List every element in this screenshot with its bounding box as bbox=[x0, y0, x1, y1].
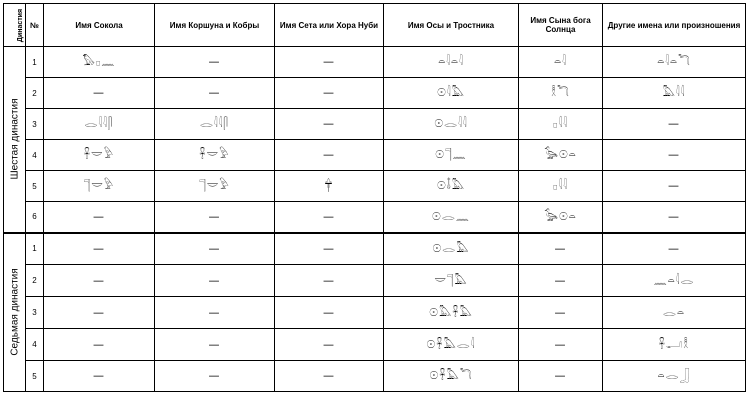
wasp-reed-name-cell bbox=[384, 78, 519, 109]
wasp-reed-name-cell bbox=[384, 265, 519, 297]
seth-horus-name-cell bbox=[275, 297, 384, 329]
kite-cobra-name-cell bbox=[155, 329, 275, 361]
hieroglyph-name: 𓎛𓆓 bbox=[551, 86, 570, 99]
hieroglyph-name: 𓎟𓊹𓅓 bbox=[434, 273, 468, 287]
empty-dash: — bbox=[323, 305, 335, 319]
seth-horus-name-cell bbox=[275, 329, 384, 361]
kite-cobra-name-cell bbox=[155, 47, 275, 78]
son-of-ra-name-cell bbox=[519, 78, 603, 109]
hieroglyph-name: 𓂋𓇋𓇋𓋴 bbox=[84, 117, 114, 130]
empty-dash: — bbox=[323, 241, 335, 255]
empty-dash: — bbox=[323, 117, 335, 130]
hieroglyph-name: 𓏏𓇋𓏏𓇋 bbox=[438, 55, 464, 68]
dynasty-names-table bbox=[3, 3, 746, 392]
son-of-ra-name-cell bbox=[519, 202, 603, 233]
wasp-reed-name-cell bbox=[384, 329, 519, 361]
kite-cobra-name-cell bbox=[155, 171, 275, 202]
header-falcon-name: Имя Сокола bbox=[44, 4, 155, 47]
table-row bbox=[4, 47, 746, 78]
table-row bbox=[4, 361, 746, 392]
empty-dash: — bbox=[554, 241, 567, 255]
empty-dash: — bbox=[208, 273, 221, 287]
falcon-name-cell bbox=[44, 47, 155, 78]
son-of-ra-name-cell bbox=[519, 297, 603, 329]
empty-dash: — bbox=[323, 337, 335, 351]
empty-dash: — bbox=[323, 273, 335, 287]
empty-dash: — bbox=[554, 369, 567, 382]
hieroglyph-name: 𓊪𓇋𓇋 bbox=[553, 179, 568, 192]
wasp-reed-name-cell bbox=[384, 233, 519, 265]
row-number: 1 bbox=[26, 47, 44, 78]
hieroglyph-name: 𓇳𓂋𓈖 bbox=[432, 209, 470, 223]
table-row bbox=[4, 329, 746, 361]
empty-dash: — bbox=[668, 179, 680, 192]
other-names-cell bbox=[603, 297, 746, 329]
kite-cobra-name-cell bbox=[155, 202, 275, 233]
son-of-ra-name-cell bbox=[519, 140, 603, 171]
falcon-name-cell bbox=[44, 265, 155, 297]
other-names-cell bbox=[603, 233, 746, 265]
wasp-reed-name-cell bbox=[384, 171, 519, 202]
hieroglyph-name: 𓏏𓂋𓃀 bbox=[657, 369, 691, 382]
son-of-ra-name-cell bbox=[519, 329, 603, 361]
header-kite-cobra-name: Имя Коршуна и Кобры bbox=[155, 4, 275, 47]
row-number: 3 bbox=[26, 297, 44, 329]
falcon-name-cell bbox=[44, 78, 155, 109]
kite-cobra-name-cell bbox=[155, 78, 275, 109]
empty-dash: — bbox=[323, 369, 335, 382]
hieroglyph-name: 𓇳𓋹𓅓𓆓 bbox=[429, 369, 473, 382]
kite-cobra-name-cell bbox=[155, 297, 275, 329]
son-of-ra-name-cell bbox=[519, 265, 603, 297]
empty-dash: — bbox=[93, 86, 105, 99]
empty-dash: — bbox=[93, 337, 105, 351]
seth-horus-name-cell bbox=[275, 47, 384, 78]
empty-dash: — bbox=[93, 305, 105, 319]
seth-horus-name-cell bbox=[275, 202, 384, 233]
hieroglyph-name: 𓋹𓂝𓎛 bbox=[658, 337, 690, 351]
seth-horus-name-cell bbox=[275, 78, 384, 109]
other-names-cell bbox=[603, 171, 746, 202]
seth-horus-name-cell bbox=[275, 109, 384, 140]
table-row bbox=[4, 78, 746, 109]
falcon-name-cell bbox=[44, 233, 155, 265]
dynasty-label: Шестая династия bbox=[9, 98, 20, 180]
other-names-cell bbox=[603, 140, 746, 171]
row-number: 5 bbox=[26, 361, 44, 392]
kite-cobra-name-cell bbox=[155, 140, 275, 171]
hieroglyph-name: 𓇳𓋹𓅓𓂋𓇋 bbox=[426, 337, 476, 351]
son-of-ra-name-cell bbox=[519, 233, 603, 265]
empty-dash: — bbox=[208, 209, 221, 223]
hieroglyph-name: 𓋁 bbox=[324, 179, 334, 192]
empty-dash: — bbox=[323, 55, 335, 68]
header-row bbox=[4, 4, 746, 47]
hieroglyph-name: 𓇳𓂋𓇋𓇋 bbox=[434, 117, 468, 130]
hieroglyph-name: 𓋹𓎟𓅱 bbox=[83, 148, 115, 161]
header-other-names: Другие имена или произношения bbox=[603, 4, 746, 47]
row-number: 4 bbox=[26, 329, 44, 361]
wasp-reed-name-cell bbox=[384, 140, 519, 171]
hieroglyph-name: 𓅃𓊪𓈖 bbox=[82, 55, 116, 68]
hieroglyph-name: 𓈖𓏏𓇋𓂋 bbox=[653, 273, 695, 287]
hieroglyph-name: 𓊹𓎟𓅱 bbox=[199, 179, 230, 192]
wasp-reed-name-cell bbox=[384, 297, 519, 329]
wasp-reed-name-cell bbox=[384, 361, 519, 392]
empty-dash: — bbox=[554, 305, 567, 319]
header-number: № bbox=[26, 4, 44, 47]
hieroglyph-name: 𓊹𓎟𓅱 bbox=[83, 179, 115, 192]
empty-dash: — bbox=[208, 241, 221, 255]
hieroglyph-name: 𓇳𓂋𓅓 bbox=[432, 241, 470, 255]
table-row bbox=[4, 233, 746, 265]
empty-dash: — bbox=[323, 148, 335, 161]
other-names-cell bbox=[603, 202, 746, 233]
seth-horus-name-cell bbox=[275, 140, 384, 171]
row-number: 1 bbox=[26, 233, 44, 265]
kite-cobra-name-cell bbox=[155, 233, 275, 265]
son-of-ra-name-cell bbox=[519, 171, 603, 202]
hieroglyph-name: 𓇳𓇋𓅓 bbox=[437, 86, 465, 99]
falcon-name-cell bbox=[44, 202, 155, 233]
falcon-name-cell bbox=[44, 329, 155, 361]
table-row bbox=[4, 109, 746, 140]
row-number: 3 bbox=[26, 109, 44, 140]
seth-horus-name-cell bbox=[275, 361, 384, 392]
empty-dash: — bbox=[93, 369, 105, 382]
table-row bbox=[4, 202, 746, 233]
hieroglyph-name: 𓅭𓇳𓏏 bbox=[544, 148, 577, 161]
son-of-ra-name-cell bbox=[519, 109, 603, 140]
empty-dash: — bbox=[323, 209, 335, 223]
row-number: 2 bbox=[26, 265, 44, 297]
table-row bbox=[4, 297, 746, 329]
falcon-name-cell bbox=[44, 361, 155, 392]
hieroglyph-name: 𓋹𓎟𓅱 bbox=[199, 148, 230, 161]
son-of-ra-name-cell bbox=[519, 361, 603, 392]
table-row bbox=[4, 171, 746, 202]
header-son-of-ra-name: Имя Сына бога Солнца bbox=[519, 4, 603, 47]
wasp-reed-name-cell bbox=[384, 47, 519, 78]
empty-dash: — bbox=[554, 273, 567, 287]
empty-dash: — bbox=[208, 305, 221, 319]
seth-horus-name-cell bbox=[275, 265, 384, 297]
empty-dash: — bbox=[93, 273, 105, 287]
row-number: 4 bbox=[26, 140, 44, 171]
other-names-cell bbox=[603, 265, 746, 297]
hieroglyph-name: 𓇳𓄤𓅓 bbox=[436, 179, 466, 192]
kite-cobra-name-cell bbox=[155, 265, 275, 297]
header-seth-horus-name: Имя Сета или Хора Нуби bbox=[275, 4, 384, 47]
empty-dash: — bbox=[93, 209, 105, 223]
seth-horus-name-cell bbox=[275, 233, 384, 265]
hieroglyph-name: 𓇳𓊹𓈖 bbox=[435, 148, 467, 161]
hieroglyph-name: 𓂋𓇋𓇋𓋴 bbox=[199, 117, 230, 130]
row-number: 6 bbox=[26, 202, 44, 233]
row-number: 2 bbox=[26, 78, 44, 109]
empty-dash: — bbox=[93, 241, 105, 255]
hieroglyph-name: 𓏏𓇋 bbox=[554, 55, 567, 68]
empty-dash: — bbox=[208, 55, 221, 68]
row-number: 5 bbox=[26, 171, 44, 202]
dynasty-label-cell bbox=[4, 233, 26, 392]
empty-dash: — bbox=[208, 337, 221, 351]
other-names-cell bbox=[603, 109, 746, 140]
hieroglyph-name: 𓅓𓇋𓇋 bbox=[662, 86, 686, 99]
empty-dash: — bbox=[208, 369, 221, 382]
falcon-name-cell bbox=[44, 140, 155, 171]
hieroglyph-name: 𓊪𓇋𓇋 bbox=[553, 117, 568, 130]
empty-dash: — bbox=[668, 209, 680, 223]
empty-dash: — bbox=[668, 148, 680, 161]
wasp-reed-name-cell bbox=[384, 109, 519, 140]
other-names-cell bbox=[603, 329, 746, 361]
falcon-name-cell bbox=[44, 297, 155, 329]
other-names-cell bbox=[603, 47, 746, 78]
seth-horus-name-cell bbox=[275, 171, 384, 202]
header-wasp-reed-name: Имя Осы и Тростника bbox=[384, 4, 519, 47]
hieroglyph-name: 𓂋𓏏 bbox=[663, 305, 685, 319]
falcon-name-cell bbox=[44, 171, 155, 202]
hieroglyph-name: 𓏏𓇋𓏏𓆓 bbox=[657, 55, 691, 68]
empty-dash: — bbox=[554, 337, 567, 351]
empty-dash: — bbox=[668, 117, 680, 130]
hieroglyph-name: 𓅭𓇳𓏏 bbox=[544, 209, 577, 223]
son-of-ra-name-cell bbox=[519, 47, 603, 78]
other-names-cell bbox=[603, 361, 746, 392]
hieroglyph-name: 𓇳𓅓𓋹𓅓 bbox=[429, 305, 473, 319]
dynasty-label: Седьмая династия bbox=[9, 268, 20, 356]
falcon-name-cell bbox=[44, 109, 155, 140]
table-row bbox=[4, 140, 746, 171]
kite-cobra-name-cell bbox=[155, 361, 275, 392]
kite-cobra-name-cell bbox=[155, 109, 275, 140]
header-dynasty: Династия bbox=[4, 4, 26, 47]
wasp-reed-name-cell bbox=[384, 202, 519, 233]
table-row bbox=[4, 265, 746, 297]
empty-dash: — bbox=[668, 241, 680, 255]
other-names-cell bbox=[603, 78, 746, 109]
dynasty-label-cell bbox=[4, 47, 26, 233]
empty-dash: — bbox=[208, 86, 221, 99]
empty-dash: — bbox=[323, 86, 335, 99]
